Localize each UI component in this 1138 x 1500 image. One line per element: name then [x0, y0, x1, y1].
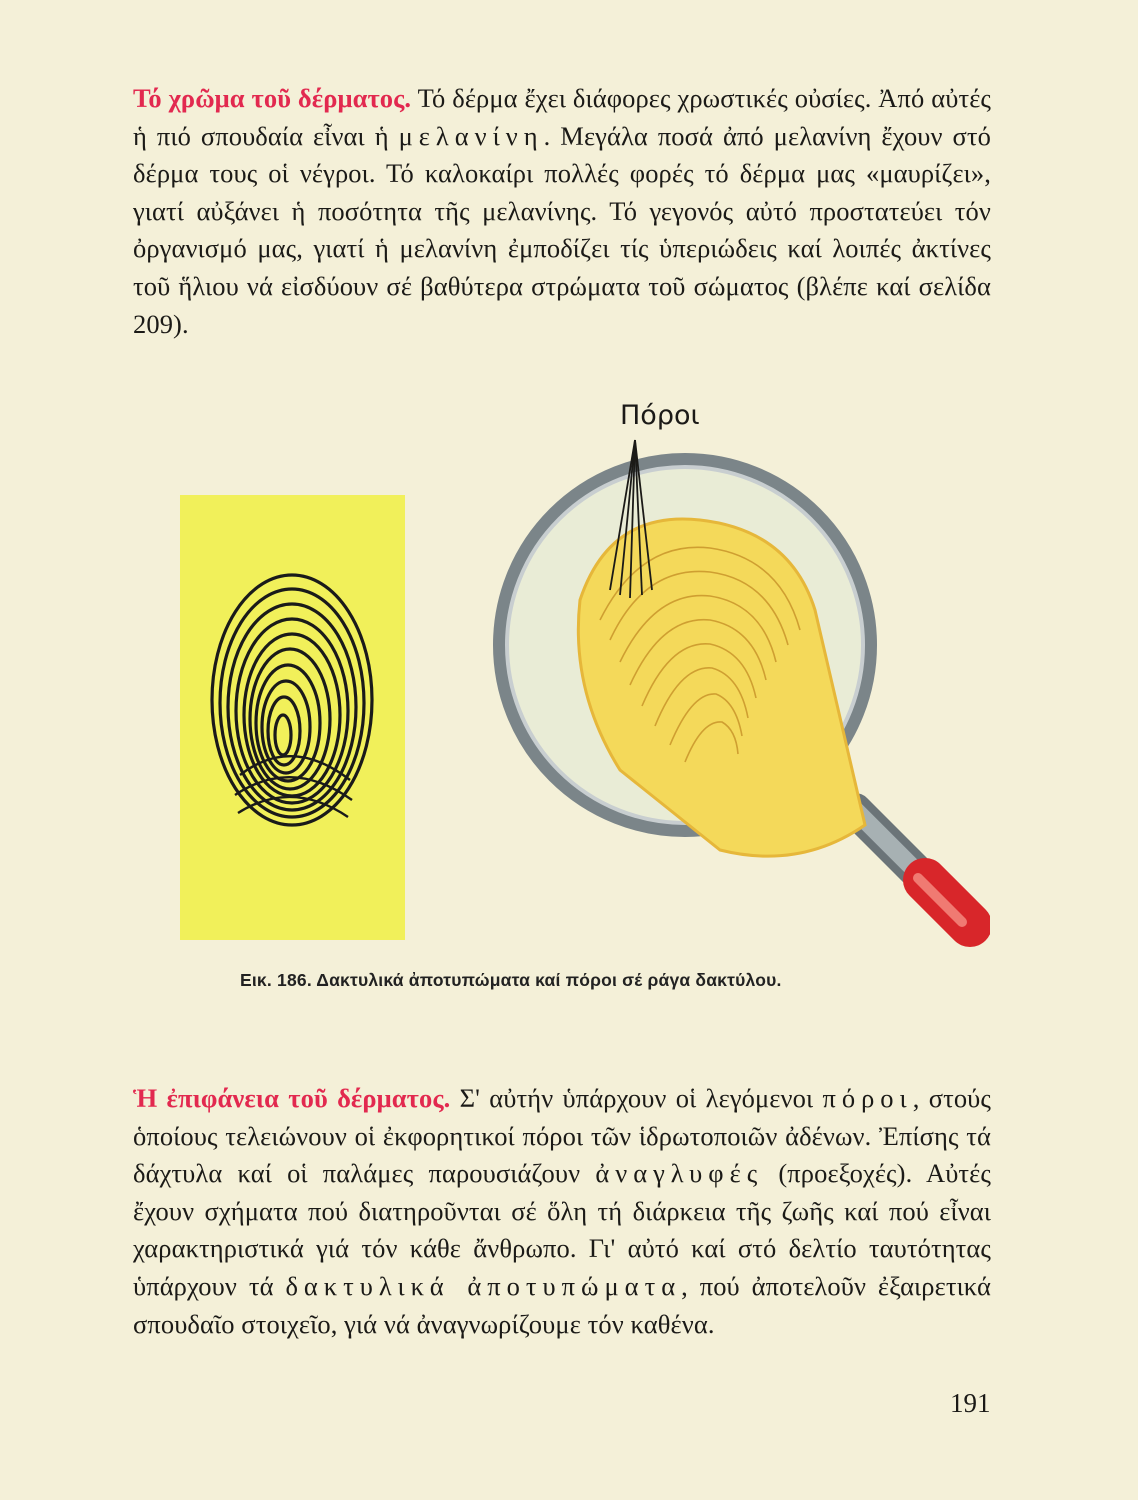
text-fragment: . Μεγάλα ποσά ἀπό μελανίνη ἔχουν στό δέρμα τους οἱ νέγροι. Τό καλοκαίρι πολλές φορές τό δέρμα μας «μαυρίζει», γιατί αὐξάνει ἡ ποσότητα τῆς μελανίνης. Τό γεγονός αὐτό προστατεύει τόν ὀργανισμό μας, γιατί ἡ μελανίνη ἐμποδίζει τίς ὑπεριώδεις καί λοιπές ἀκτίνες τοῦ ἥλιου νά εἰσδύουν σέ βαθύτερα στρώματα τοῦ σώματος (βλέπε καί σελίδα 209). — [133, 120, 992, 339]
magnifier-illustration — [470, 430, 990, 960]
fingerprint-illustration — [180, 495, 405, 940]
paragraph-skin-surface — [133, 1080, 991, 1343]
text-fragment: (προεξοχές). Αὐτές ἔχουν σχήματα πού διατηροῦνται σέ ὅλη τή διάρκεια τῆς ζωῆς καί πού εἶναι χαρακτηριστικά γιά τόν κάθε ἄνθρωπο. Γι' αὐτό καί στό δελτίο ταυτότητας ὑπάρχουν τά — [133, 1158, 992, 1301]
figure-caption: Εικ. 186. Δακτυλικά ἀποτυπώματα καί πόροι σέ ράγα δακτύλου. — [240, 970, 782, 990]
page-number: 191 — [950, 1388, 991, 1418]
magnifier-handle — [855, 810, 970, 925]
spaced-term-melanin: μελανίνη — [398, 120, 544, 151]
text-fragment: Τό δέρμα ἔχει διάφορες χρωστικές — [417, 83, 788, 113]
heading-skin-color: Τό χρῶμα τοῦ δέρματος. — [133, 83, 412, 113]
figure-fingerprints — [150, 400, 990, 960]
text-fragment: , στούς ὁποίους τελειώνουν οἱ ἐκφορητικοί πόροι τῶν ἱδρωτοποιῶν ἀδένων. Ἐπίσης τά δάχτυλα καί οἱ παλάμες παρουσιάζουν — [133, 1083, 991, 1189]
label-pores: Πόροι — [620, 400, 700, 431]
spaced-term-reliefs: ἀναγλυφές — [595, 1158, 764, 1189]
spaced-term-fingerprints: δακτυλικά ἀποτυπώματα — [285, 1270, 682, 1301]
paragraph-skin-color — [133, 80, 991, 343]
text-fragment: , πού ἀποτελοῦν ἐξαιρετικά σπουδαῖο στοιχεῖο, γιά νά ἀναγνωρίζουμε τόν καθένα. — [133, 1270, 992, 1339]
spaced-term-pores: πόροι — [822, 1083, 913, 1113]
fingerprint-card — [180, 495, 405, 940]
heading-skin-surface: Ἡ ἐπιφάνεια τοῦ δέρματος. — [133, 1083, 451, 1113]
text-fragment: οὐσίες. Ἀπό αὐτές ἡ πιό σπουδαία εἶναι ἡ — [133, 83, 992, 151]
text-fragment: Σ' αὐτήν ὑπάρχουν οἱ λεγόμενοι — [450, 1083, 823, 1113]
